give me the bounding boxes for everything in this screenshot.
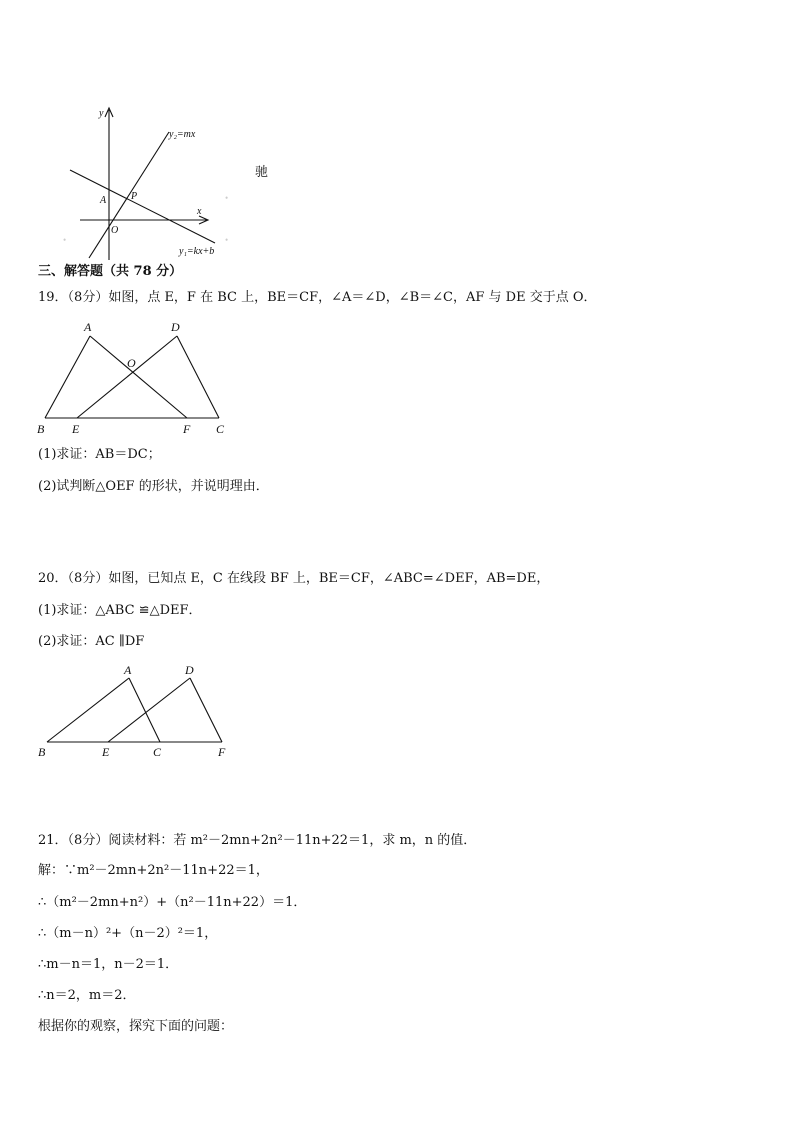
y1-label: y₁=kx+b	[179, 246, 215, 257]
section-heading: 三、解答题（共 78 分）	[38, 264, 183, 279]
q21-line3: ∴（m－n）²+（n－2）²＝1，	[38, 926, 218, 941]
segment-af	[90, 336, 187, 418]
label-d: D	[171, 320, 180, 334]
segment-ba	[45, 336, 90, 418]
label-b: B	[38, 745, 46, 759]
q19-stem: 19．（8分）如图，点 E，F 在 BC 上，BE＝CF，∠A＝∠D，∠B＝∠C，AF 与 DE 交于点 O．	[38, 290, 597, 305]
origin-label: O	[111, 225, 119, 236]
segment-df	[190, 678, 222, 742]
segment-dc	[177, 336, 219, 418]
q21-line5: ∴n＝2，m＝2．	[38, 988, 136, 1003]
label-a: A	[124, 663, 132, 677]
label-c: C	[216, 422, 225, 436]
q20-part1: (1)求证：△ABC ≌△DEF．	[38, 603, 202, 618]
segment-ed	[108, 678, 190, 742]
q19-part1: (1)求证：AB＝DC；	[38, 447, 161, 462]
line-y1	[70, 170, 215, 243]
point-p-label: P	[131, 191, 138, 202]
q19-part2: (2)试判断△OEF 的形状，并说明理由．	[38, 479, 269, 494]
q21-line2: ∴（m²－2mn+n²）+（n²－11n+22）＝1．	[38, 895, 307, 910]
label-e: E	[102, 745, 110, 759]
label-b: B	[37, 422, 45, 436]
y-axis-label: y	[99, 108, 104, 119]
label-c: C	[153, 745, 162, 759]
stray-char: 驰	[255, 165, 269, 180]
q20-part2: (2)求证：AC ∥DF	[38, 634, 145, 649]
label-d: D	[185, 663, 194, 677]
bleed-mark: •	[225, 235, 229, 245]
segment-de	[77, 336, 177, 418]
point-a-label: A	[100, 195, 107, 206]
label-f: F	[218, 745, 226, 759]
label-a: A	[84, 320, 92, 334]
label-e: E	[72, 422, 80, 436]
q21-closing: 根据你的观察，探究下面的问题：	[38, 1019, 234, 1034]
q19-figure	[32, 316, 237, 440]
q18-graph	[55, 100, 270, 265]
segment-ba	[47, 678, 129, 742]
y2-label: y₂=mx	[169, 129, 196, 140]
bleed-mark: •	[225, 193, 229, 203]
q21-stem: 21．（8分）阅读材料：若 m²－2mn+2n²－11n+22＝1，求 m，n 的值．	[38, 833, 477, 848]
label-o: O	[127, 356, 136, 370]
q20-figure	[32, 660, 237, 762]
q20-stem: 20．（8分）如图，已知点 E，C 在线段 BF 上，BE＝CF，∠ABC=∠DEF，AB=DE，	[38, 571, 550, 586]
label-f: F	[183, 422, 191, 436]
q21-line4: ∴m－n＝1，n－2＝1．	[38, 957, 179, 972]
x-axis-label: x	[197, 206, 202, 217]
segment-ac	[129, 678, 160, 742]
q21-line1: 解：∵m²－2mn+2n²－11n+22＝1，	[38, 863, 269, 878]
bleed-mark: •	[63, 235, 67, 245]
